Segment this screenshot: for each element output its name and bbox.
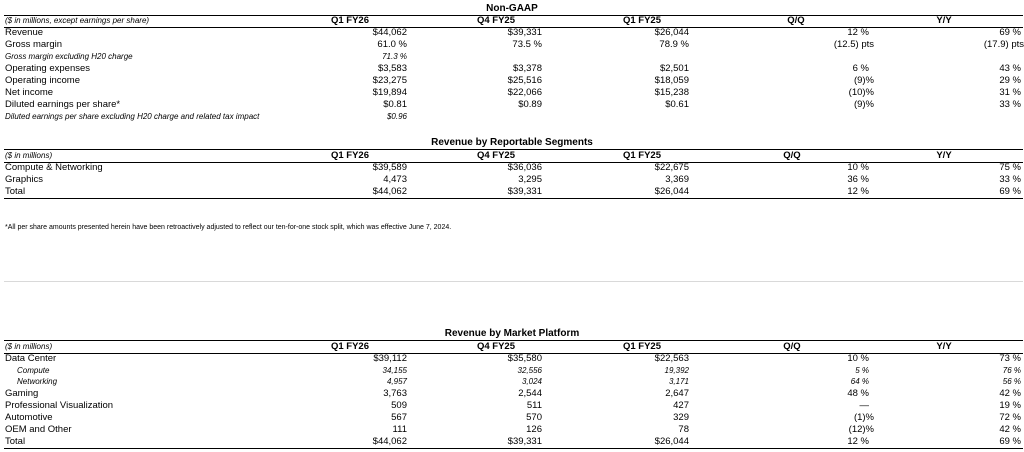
cell-q1fy25: 3,369: [665, 174, 689, 185]
cell-q1fy25: 78: [678, 424, 689, 435]
cell-q1fy25: $26,044: [654, 27, 689, 38]
cell-q1fy26: 61.0 %: [377, 39, 407, 50]
cell-q1fy25: 3,171: [668, 377, 689, 386]
cell-q4fy25: 570: [526, 412, 542, 423]
cell-qq: (12)%: [848, 424, 874, 435]
row-label: Total: [5, 436, 26, 447]
cell-q4fy25: $22,066: [507, 87, 542, 98]
table-row: [0, 186, 1024, 198]
cell-yy: 31 %: [999, 87, 1021, 98]
col-q4fy25: Q4 FY25: [476, 15, 516, 26]
cell-q1fy25: 19,392: [664, 366, 689, 375]
col-yy: Y/Y: [936, 15, 952, 26]
cell-q1fy26: $19,894: [372, 87, 407, 98]
cell-q1fy25: $2,501: [659, 63, 689, 74]
col-q1fy25: Q1 FY25: [622, 15, 662, 26]
segments-header-row: [0, 150, 1024, 162]
row-label: OEM and Other: [5, 424, 72, 435]
cell-qq: 10 %: [847, 162, 869, 173]
row-label: Compute & Networking: [5, 162, 103, 173]
platform-title: Revenue by Market Platform: [444, 328, 580, 339]
platform-header-row: [0, 341, 1024, 353]
row-label: Operating expenses: [5, 63, 91, 74]
cell-q4fy25: 2,544: [518, 388, 542, 399]
cell-q1fy26: 34,155: [382, 366, 407, 375]
cell-yy: 73 %: [999, 353, 1021, 364]
table-row: [0, 51, 1024, 63]
cell-q1fy26: $23,275: [372, 75, 407, 86]
cell-yy: (17.9) pts: [983, 39, 1024, 50]
cell-qq: (9)%: [853, 75, 874, 86]
cell-q4fy25: $25,516: [507, 75, 542, 86]
table-row: [0, 412, 1024, 424]
cell-q1fy25: $22,675: [654, 162, 689, 173]
cell-q1fy25: $26,044: [654, 186, 689, 197]
table-row: [0, 111, 1024, 123]
cell-q1fy26: $44,062: [372, 186, 407, 197]
col-qq: Q/Q: [783, 150, 801, 161]
cell-qq: 12 %: [847, 186, 869, 197]
table-row: [0, 365, 1024, 377]
cell-q4fy25: $0.89: [518, 99, 542, 110]
cell-qq: 5 %: [855, 366, 869, 375]
table-row: [0, 75, 1024, 87]
row-label: Gross margin excluding H20 charge: [5, 52, 133, 61]
cell-q4fy25: $39,331: [507, 436, 542, 447]
table-row: [0, 388, 1024, 400]
table-row: [0, 353, 1024, 365]
cell-yy: 56 %: [1002, 377, 1021, 386]
cell-qq: 36 %: [847, 174, 869, 185]
cell-q4fy25: $36,036: [507, 162, 542, 173]
cell-q4fy25: $39,331: [507, 186, 542, 197]
row-label: Professional Visualization: [5, 400, 114, 411]
cell-qq: 6 %: [852, 63, 869, 74]
cell-yy: 76 %: [1002, 366, 1021, 375]
cell-qq: (9)%: [853, 99, 874, 110]
cell-qq: 12 %: [847, 27, 869, 38]
segments-bottom-rule: [4, 198, 1023, 199]
row-label: Operating income: [5, 75, 80, 86]
col-q1fy25: Q1 FY25: [622, 150, 662, 161]
row-label: Revenue: [5, 27, 44, 38]
row-label: Net income: [5, 87, 54, 98]
row-label: Networking: [17, 377, 58, 386]
row-label: Diluted earnings per share excluding H20 charge and related tax impact: [5, 112, 260, 121]
cell-q4fy25: 3,295: [518, 174, 542, 185]
cell-q1fy26: 567: [391, 412, 407, 423]
footnote: *All per share amounts presented herein have been retroactively adjusted to reflect our ten-for-one stock split, which was effective June 7, 2024.: [5, 224, 452, 231]
col-q1fy26: Q1 FY26: [330, 341, 370, 352]
cell-q1fy25: 78.9 %: [659, 39, 689, 50]
cell-q1fy26: 111: [392, 424, 407, 435]
col-qq: Q/Q: [787, 15, 805, 26]
cell-yy: 43 %: [999, 63, 1021, 74]
table-row: [0, 87, 1024, 99]
cell-q1fy25: $26,044: [654, 436, 689, 447]
cell-q1fy26: $0.96: [386, 112, 407, 121]
cell-qq: (12.5) pts: [833, 39, 874, 50]
cell-q1fy26: $44,062: [372, 436, 407, 447]
cell-yy: 72 %: [999, 412, 1021, 423]
table-row: [0, 174, 1024, 186]
cell-q4fy25: 511: [526, 400, 542, 411]
cell-q1fy25: $15,238: [654, 87, 689, 98]
col-q4fy25: Q4 FY25: [476, 150, 516, 161]
cell-q4fy25: 126: [526, 424, 542, 435]
table-row: [0, 39, 1024, 51]
col-q1fy26: Q1 FY26: [330, 150, 370, 161]
table-row: [0, 424, 1024, 436]
cell-yy: 19 %: [999, 400, 1021, 411]
cell-q1fy25: 2,647: [665, 388, 689, 399]
units-label: ($ in millions): [5, 151, 53, 160]
units-label: ($ in millions, except earnings per share): [5, 16, 150, 25]
cell-yy: 33 %: [999, 174, 1021, 185]
cell-yy: 33 %: [999, 99, 1021, 110]
cell-q1fy26: 71.3 %: [382, 52, 407, 61]
cell-q1fy26: $44,062: [372, 27, 407, 38]
row-label: Total: [5, 186, 26, 197]
row-label: Graphics: [5, 174, 44, 185]
col-yy: Y/Y: [936, 150, 952, 161]
row-label: Data Center: [5, 353, 57, 364]
col-qq: Q/Q: [783, 341, 801, 352]
row-label: Gaming: [5, 388, 39, 399]
row-label: Automotive: [5, 412, 53, 423]
section-divider: [4, 281, 1023, 282]
col-q1fy25: Q1 FY25: [622, 341, 662, 352]
col-yy: Y/Y: [936, 341, 952, 352]
cell-q1fy26: 509: [391, 400, 407, 411]
cell-q1fy26: $39,589: [372, 162, 407, 173]
cell-qq: 48 %: [847, 388, 869, 399]
cell-q4fy25: 73.5 %: [512, 39, 542, 50]
cell-yy: 75 %: [999, 162, 1021, 173]
cell-q1fy26: 3,763: [383, 388, 407, 399]
platform-bottom-rule: [4, 448, 1023, 449]
cell-yy: 42 %: [999, 424, 1021, 435]
table-row: [0, 99, 1024, 111]
table-row: [0, 162, 1024, 174]
cell-yy: 69 %: [999, 27, 1021, 38]
table-row: [0, 27, 1024, 39]
cell-q1fy25: $22,563: [654, 353, 689, 364]
cell-q4fy25: 3,024: [521, 377, 542, 386]
segments-title: Revenue by Reportable Segments: [431, 137, 593, 148]
units-label: ($ in millions): [5, 342, 53, 351]
cell-yy: 69 %: [999, 186, 1021, 197]
row-label: Diluted earnings per share*: [5, 99, 121, 110]
cell-q4fy25: $39,331: [507, 27, 542, 38]
cell-yy: 42 %: [999, 388, 1021, 399]
cell-qq: 64 %: [850, 377, 869, 386]
row-label: Compute: [17, 366, 50, 375]
cell-q1fy26: 4,473: [383, 174, 407, 185]
cell-q1fy26: 4,957: [386, 377, 407, 386]
cell-q1fy26: $0.81: [383, 99, 407, 110]
col-q1fy26: Q1 FY26: [330, 15, 370, 26]
cell-q1fy25: 427: [673, 400, 689, 411]
cell-q1fy25: $18,059: [654, 75, 689, 86]
cell-qq: —: [859, 400, 869, 411]
non-gaap-header-row: [0, 15, 1024, 27]
cell-q1fy26: $39,112: [373, 353, 407, 364]
cell-yy: 29 %: [999, 75, 1021, 86]
cell-q1fy25: $0.61: [665, 99, 689, 110]
cell-qq: 10 %: [847, 353, 869, 364]
non-gaap-title: Non-GAAP: [486, 3, 538, 14]
cell-yy: 69 %: [999, 436, 1021, 447]
cell-qq: (10)%: [848, 87, 874, 98]
cell-q4fy25: $35,580: [507, 353, 542, 364]
cell-q4fy25: $3,378: [512, 63, 542, 74]
cell-qq: 12 %: [847, 436, 869, 447]
table-row: [0, 436, 1024, 448]
table-row: [0, 376, 1024, 388]
cell-q1fy25: 329: [673, 412, 689, 423]
cell-qq: (1)%: [853, 412, 874, 423]
col-q4fy25: Q4 FY25: [476, 341, 516, 352]
table-row: [0, 400, 1024, 412]
table-row: [0, 63, 1024, 75]
cell-q4fy25: 32,556: [517, 366, 542, 375]
row-label: Gross margin: [5, 39, 63, 50]
cell-q1fy26: $3,583: [377, 63, 407, 74]
